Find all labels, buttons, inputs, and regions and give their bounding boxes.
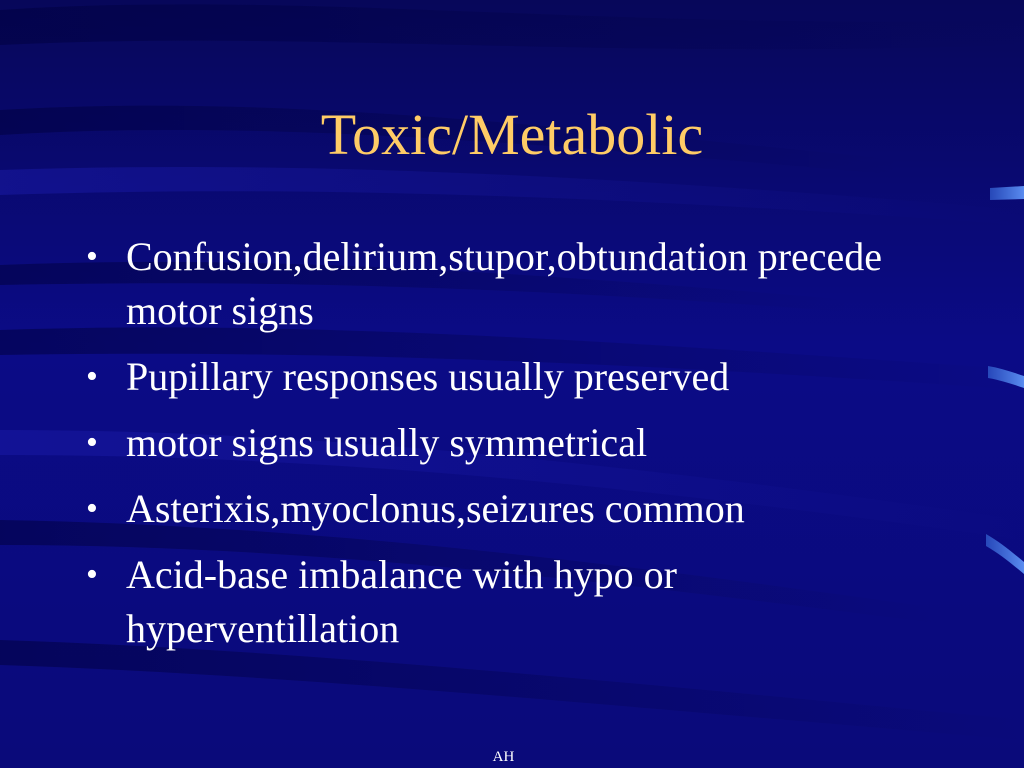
bullet-text: Pupillary responses usually preserved xyxy=(126,354,730,399)
bullet-item xyxy=(84,416,884,470)
bullet-text: Asterixis,myoclonus,seizures common xyxy=(126,486,745,531)
slide-footer: AH xyxy=(492,749,515,765)
bullet-text: motor signs usually symmetrical xyxy=(126,420,648,465)
bullet-item xyxy=(84,350,884,404)
bullet-icon: • xyxy=(86,424,98,461)
bullet-item xyxy=(84,548,884,656)
bullet-icon: • xyxy=(86,358,98,395)
bullet-item xyxy=(84,230,884,338)
accent-stripe xyxy=(986,534,1024,574)
background-band xyxy=(0,4,1024,49)
bullet-icon: • xyxy=(86,556,98,593)
bullet-text: Acid-base imbalance with hypo or hyperventillation xyxy=(126,552,677,651)
accent-stripe xyxy=(990,186,1024,200)
background-band xyxy=(0,167,1024,225)
slide-title: Toxic/Metabolic xyxy=(320,102,704,167)
bullet-item xyxy=(84,482,884,536)
bullet-icon: • xyxy=(86,238,98,275)
bullet-text: Confusion,delirium,stupor,obtundation precede motor signs xyxy=(126,234,883,333)
bullet-list xyxy=(84,230,884,668)
bullet-icon: • xyxy=(86,490,98,527)
